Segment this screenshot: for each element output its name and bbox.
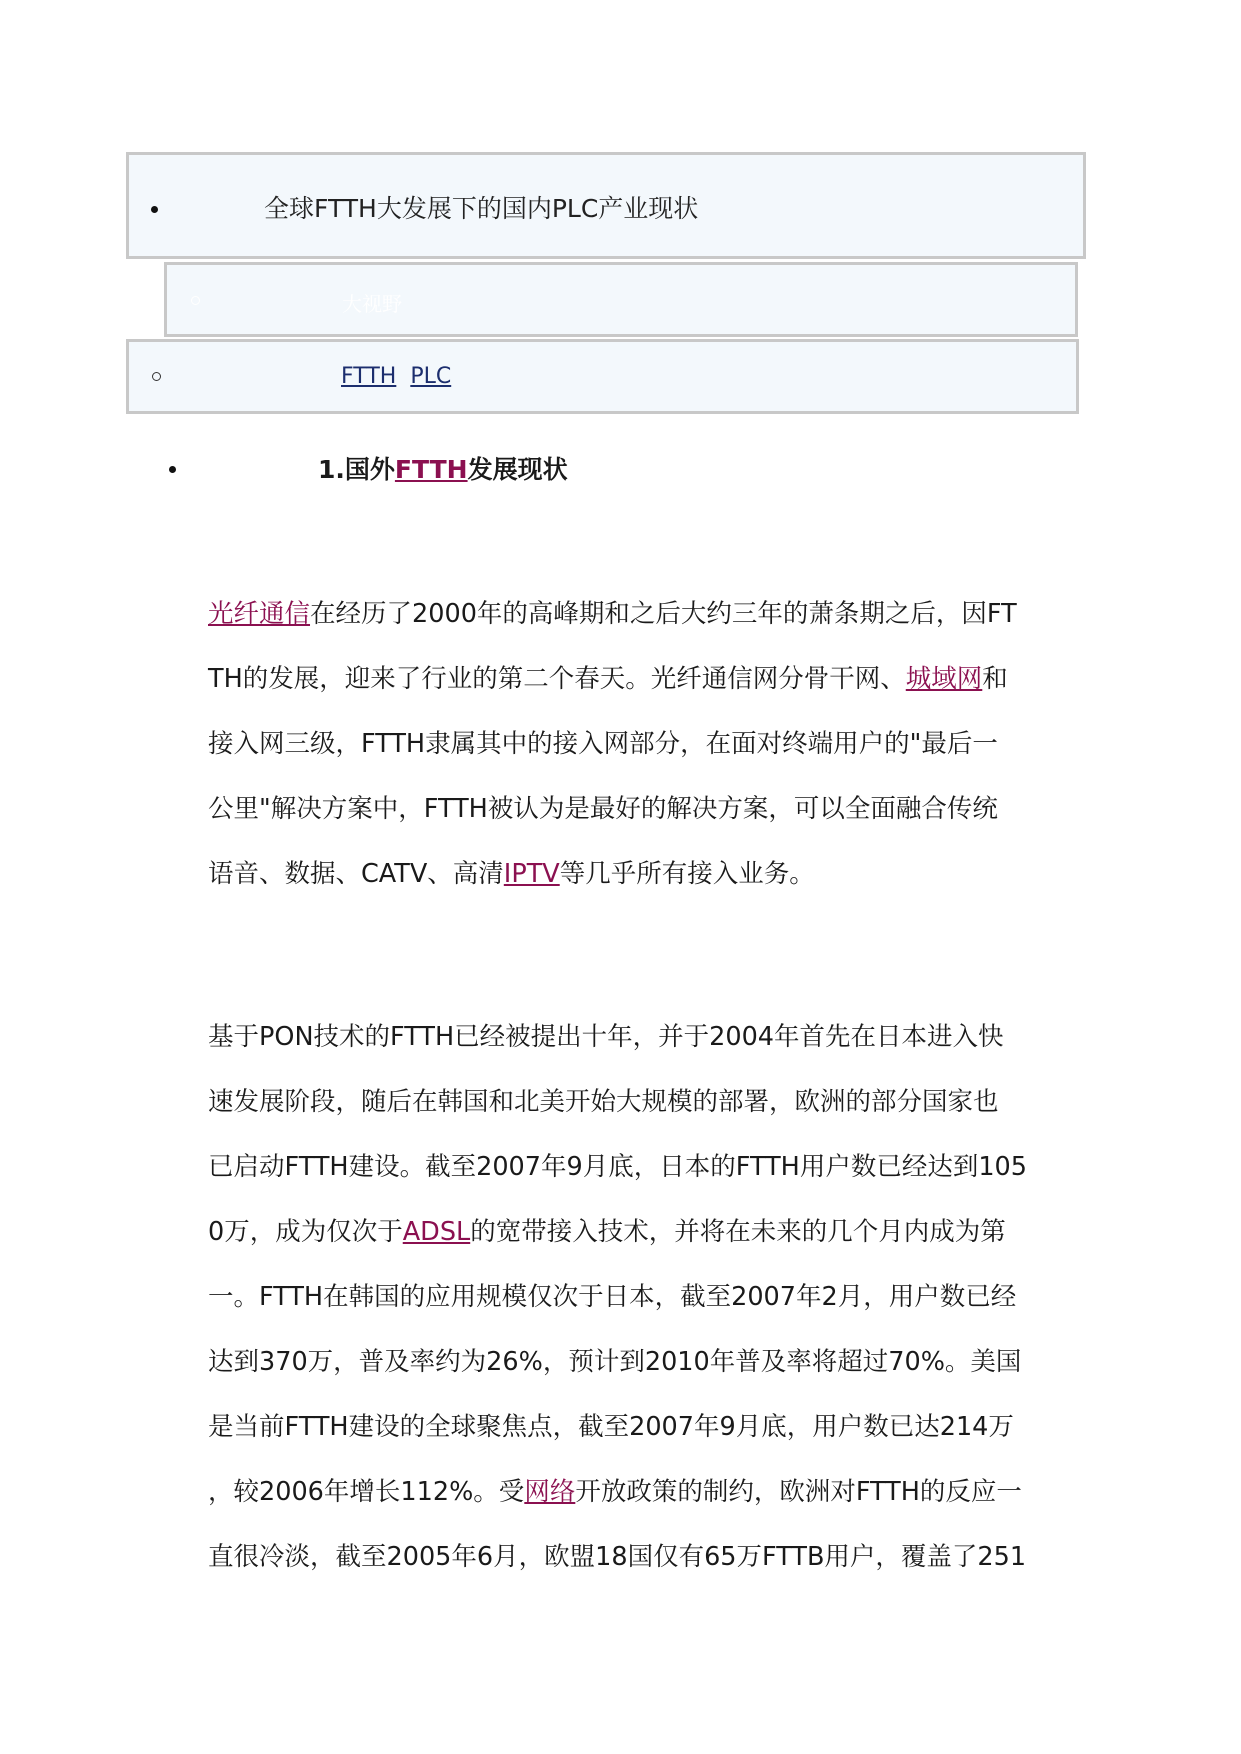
tag-link-plc[interactable]: PLC bbox=[410, 364, 452, 389]
bullet-icon bbox=[169, 466, 176, 473]
link-network[interactable]: 网络 bbox=[524, 1477, 576, 1507]
link-adsl[interactable]: ADSL bbox=[402, 1217, 471, 1247]
tag-links bbox=[341, 364, 451, 389]
paragraph-1: 光纤通信在经历了2000年的高峰期和之后大约三年的萧条期之后，因FT TH的发展，迎来了行业的第二个春天。光纤通信网分骨干网、城域网和 接入网三级，FTTH隶属其中的接入网部分，在面对终端用户的"最后一 公里"解决方案中，FTTH被认为是最好的解决方案，可以全面融合传统 语音、数据、CATV、高清IPTV等几乎所有接入业务。 bbox=[208, 599, 1017, 889]
heading-link-ftth[interactable]: FTTH bbox=[394, 455, 468, 484]
link-iptv[interactable]: IPTV bbox=[503, 859, 560, 889]
section-heading: 1.国外FTTH发展现状 bbox=[318, 455, 568, 484]
circle-bullet-icon bbox=[191, 296, 200, 305]
submenu-box bbox=[164, 262, 1078, 337]
link-metro-network[interactable]: 城域网 bbox=[905, 664, 983, 694]
tag-links-box bbox=[126, 339, 1079, 414]
bullet-icon bbox=[151, 206, 158, 213]
article-title-link[interactable]: 全球FTTH大发展下的国内PLC产业现状 bbox=[264, 194, 699, 223]
tag-link-ftth[interactable]: FTTH bbox=[341, 364, 397, 389]
link-optical-communication[interactable]: 光纤通信 bbox=[208, 599, 311, 629]
submenu-label[interactable]: 大视野 bbox=[342, 292, 402, 316]
paragraph-2: 基于PON技术的FTTH已经被提出十年，并于2004年首先在日本进入快 速发展阶段，随后在韩国和北美开始大规模的部署，欧洲的部分国家也 已启动FTTH建设。截至2007年9月底，日本的FTTH用户数已经达到105 0万，成为仅次于ADSL的宽带接入技术，并将在未来的几个月内成为第 一。FTTH在韩国的应用规模仅次于日本，截至2007年2月，用户数已经 达到370万，普及率约为26%，预计到2010年普及率将超过70%。美国 是当前FTTH建设的全球聚焦点，截至2007年9月底，用户数已达214万 ，较2006年增长112%。受网络开放政策的制约，欧洲对FTTH的反应一 直很冷淡，截至2005年6月，欧盟18国仅有65万FTTB用户，覆盖了251 bbox=[208, 1022, 1027, 1572]
circle-bullet-icon bbox=[152, 372, 161, 381]
